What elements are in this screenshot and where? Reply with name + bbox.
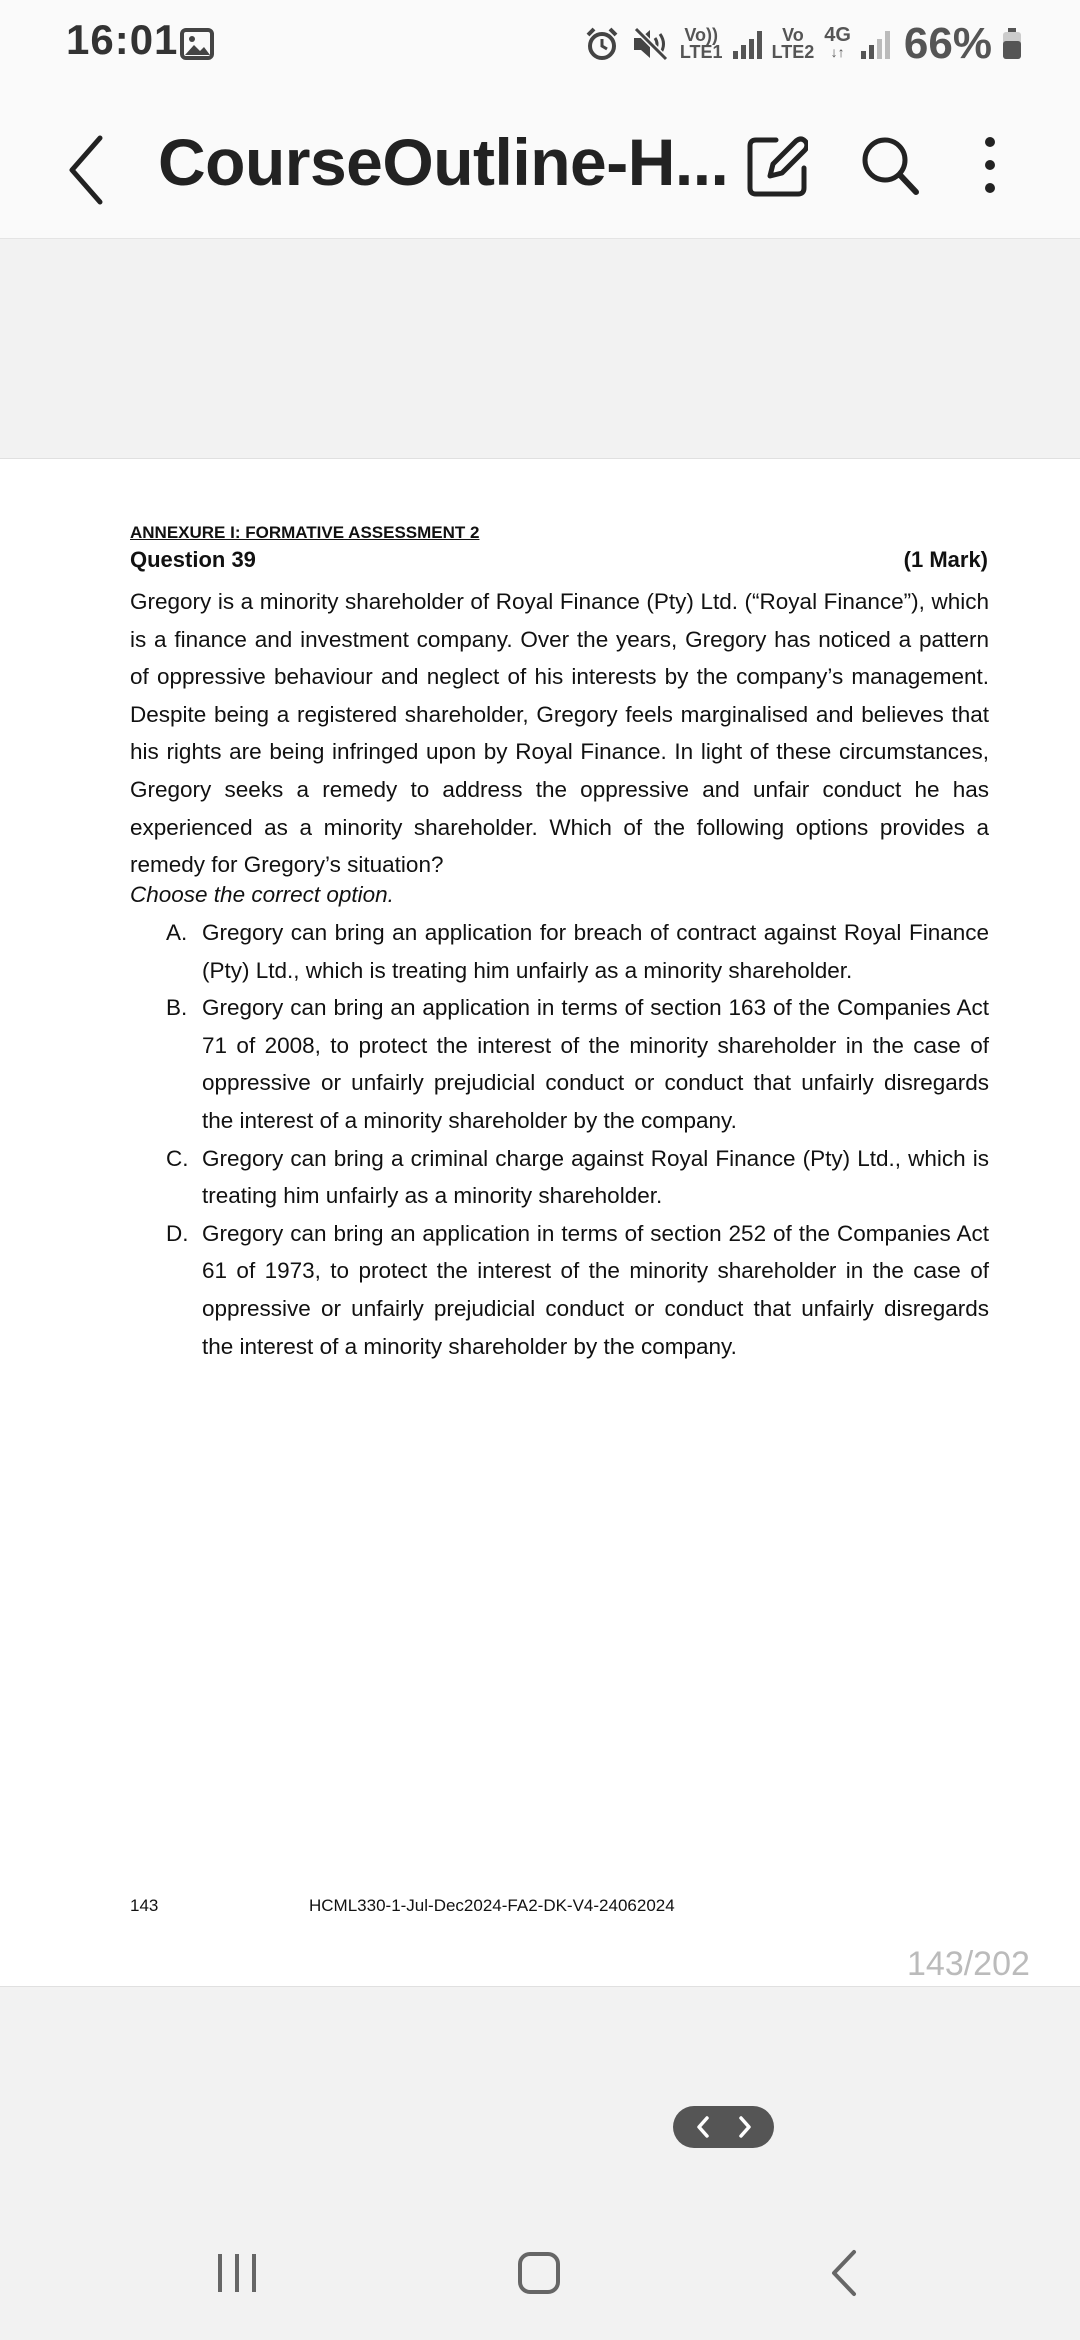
sim2-label: Vo LTE2 xyxy=(771,25,815,62)
status-bar xyxy=(0,0,1080,90)
option-text: Gregory can bring an application in terms of section 163 of the Companies Act 71 of 2008, to protect the interest of the minority shareholder in the case of oppressive or unfairly prejudicial conduct or conduct that unfairly disregards the interest of a minority shareholder by the company. xyxy=(202,995,989,1133)
option-letter: D. xyxy=(166,1220,189,1246)
network-type: 4G ↓↑ xyxy=(824,24,851,60)
recents-icon[interactable] xyxy=(214,2250,260,2296)
option-item xyxy=(166,1215,989,1365)
sim1-label: Vo)) LTE1 xyxy=(679,25,723,62)
option-text: Gregory can bring an application for breach of contract against Royal Finance (Pty) Ltd., which is treating him unfairly as a minority shareholder. xyxy=(202,920,989,983)
alarm-icon xyxy=(584,26,620,62)
system-nav-bar xyxy=(0,2200,1080,2340)
option-item xyxy=(166,989,989,1139)
app-bar xyxy=(0,90,1080,239)
option-letter: A. xyxy=(166,920,188,945)
annex-heading: ANNEXURE I: FORMATIVE ASSESSMENT 2 xyxy=(130,523,480,542)
system-back-icon[interactable] xyxy=(826,2248,862,2298)
document-title: CourseOutline-H... xyxy=(158,125,729,199)
question-header xyxy=(130,547,988,573)
status-icons xyxy=(584,14,1022,74)
edit-icon[interactable] xyxy=(746,130,808,200)
option-letter: C. xyxy=(166,1145,189,1171)
page-counter: 143/202 xyxy=(907,1945,1030,1983)
option-item xyxy=(166,1140,989,1215)
option-list xyxy=(166,914,989,1365)
option-letter: B. xyxy=(166,995,188,1021)
document-page[interactable] xyxy=(0,458,1080,1987)
clock: 16:01 xyxy=(66,16,179,63)
search-icon[interactable] xyxy=(858,130,920,200)
footer-page-number: 143 xyxy=(130,1896,159,1915)
back-icon[interactable] xyxy=(60,130,116,210)
question-label: Question 39 xyxy=(130,547,256,572)
footer-document-code: HCML330-1-Jul-Dec2024-FA2-DK-V4-24062024 xyxy=(309,1896,675,1915)
mute-icon xyxy=(630,26,670,62)
option-text: Gregory can bring a criminal charge against Royal Finance (Pty) Ltd., which is treating him unfairly as a minority shareholder. xyxy=(202,1145,989,1209)
signal-icon xyxy=(861,29,890,59)
option-item xyxy=(166,914,989,989)
instruction-text: Choose the correct option. xyxy=(130,882,394,907)
battery-percent: 66% xyxy=(903,19,992,68)
question-marks: (1 Mark) xyxy=(903,547,988,572)
more-icon[interactable] xyxy=(966,130,1014,200)
question-text: Gregory is a minority shareholder of Royal Finance (Pty) Ltd. (“Royal Finance”), which is a finance and investment company. Over the years, Gregory has noticed a pattern of oppressive behaviour and neglect of his interests by the company’s management. Despite being a registered shareholder, Gregory feels marginalised and believes that his rights are being infringed upon by Royal Finance. In light of these circumstances, Gregory seeks a remedy to address the oppressive and unfair conduct he has experienced as a minority shareholder. Which of the following options provides a remedy for Gregory’s situation? xyxy=(130,589,989,878)
battery-icon xyxy=(1002,28,1022,60)
gallery-icon xyxy=(180,28,214,60)
option-text: Gregory can bring an application in terms of section 252 of the Companies Act 61 of 1973, to protect the interest of the minority shareholder in the case of oppressive or unfairly prejudicial conduct or conduct that unfairly disregards the interest of a minority shareholder by the company. xyxy=(202,1220,989,1359)
page-nav-pill xyxy=(673,2106,774,2148)
signal-icon xyxy=(733,29,762,59)
next-page-icon[interactable] xyxy=(735,2113,755,2141)
home-icon[interactable] xyxy=(516,2250,562,2296)
previous-page-icon[interactable] xyxy=(693,2113,713,2141)
